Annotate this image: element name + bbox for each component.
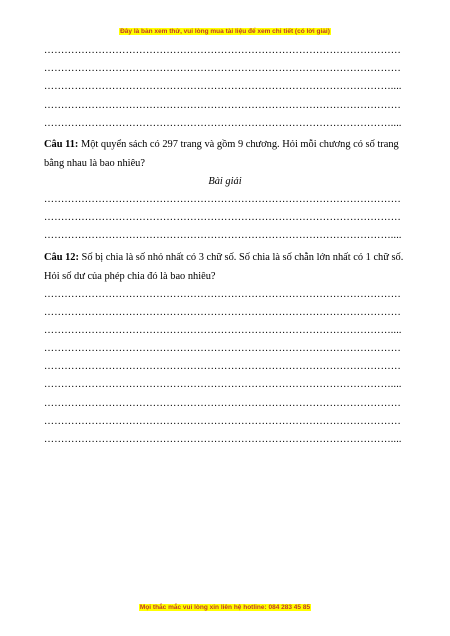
question-11-label: Câu 11: (44, 138, 79, 150)
answer-line: …………………………………………………………………………………………… (44, 288, 401, 300)
answer-line: …………………………………………………………………………………………… (44, 361, 401, 373)
answer-line: …………………………………………………………………………………………… (44, 212, 401, 224)
question-12-text: Số bị chia là số nhỏ nhất có 3 chữ số. Số chia là số chẵn lớn nhất có 1 chữ số. Hỏi số dư của phép chia đó là bao nhiêu? (44, 251, 404, 282)
answer-line: ………………………………………………………………………………………….... (44, 230, 402, 242)
answer-line: …………………………………………………………………………………………… (44, 397, 401, 409)
question-11 (44, 135, 406, 173)
question-11-text: Một quyển sách có 297 trang và gồm 9 chương. Hỏi mỗi chương có số trang bằng nhau là bao nhiêu? (44, 138, 399, 169)
answer-line: …………………………………………………………………………………………… (44, 343, 401, 355)
answer-line: …………………………………………………………………………………………… (44, 415, 401, 427)
answer-line: …………………………………………………………………………………………… (44, 99, 401, 111)
worksheet-content (44, 42, 406, 449)
answer-line: ………………………………………………………………………………………….... (44, 379, 402, 391)
answer-line: …………………………………………………………………………………………… (44, 193, 401, 205)
answer-line: ………………………………………………………………………………………….... (44, 434, 402, 445)
preview-notice-text: Đây là bản xem thử, vui lòng mua tài liệu để xem chi tiết (có lời giải) (120, 28, 330, 35)
answer-line: …………………………………………………………………………………………… (44, 63, 401, 75)
answer-line: ………………………………………………………………………………………….... (44, 117, 402, 129)
answer-line: ………………………………………………………………………………………….... (44, 324, 402, 336)
question-12-label: Câu 12: (44, 251, 79, 263)
question-12 (44, 248, 406, 286)
preview-notice-banner (0, 28, 450, 35)
answer-line: ………………………………………………………………………………………….... (44, 81, 402, 93)
solution-heading: Bài giải (208, 175, 242, 187)
answer-line: …………………………………………………………………………………………… (44, 45, 401, 56)
hotline-footer (0, 604, 450, 611)
hotline-text: Mọi thắc mắc vui lòng xin liên hệ hotline: 084 283 45 85 (139, 604, 311, 611)
answer-line: …………………………………………………………………………………………… (44, 306, 401, 318)
